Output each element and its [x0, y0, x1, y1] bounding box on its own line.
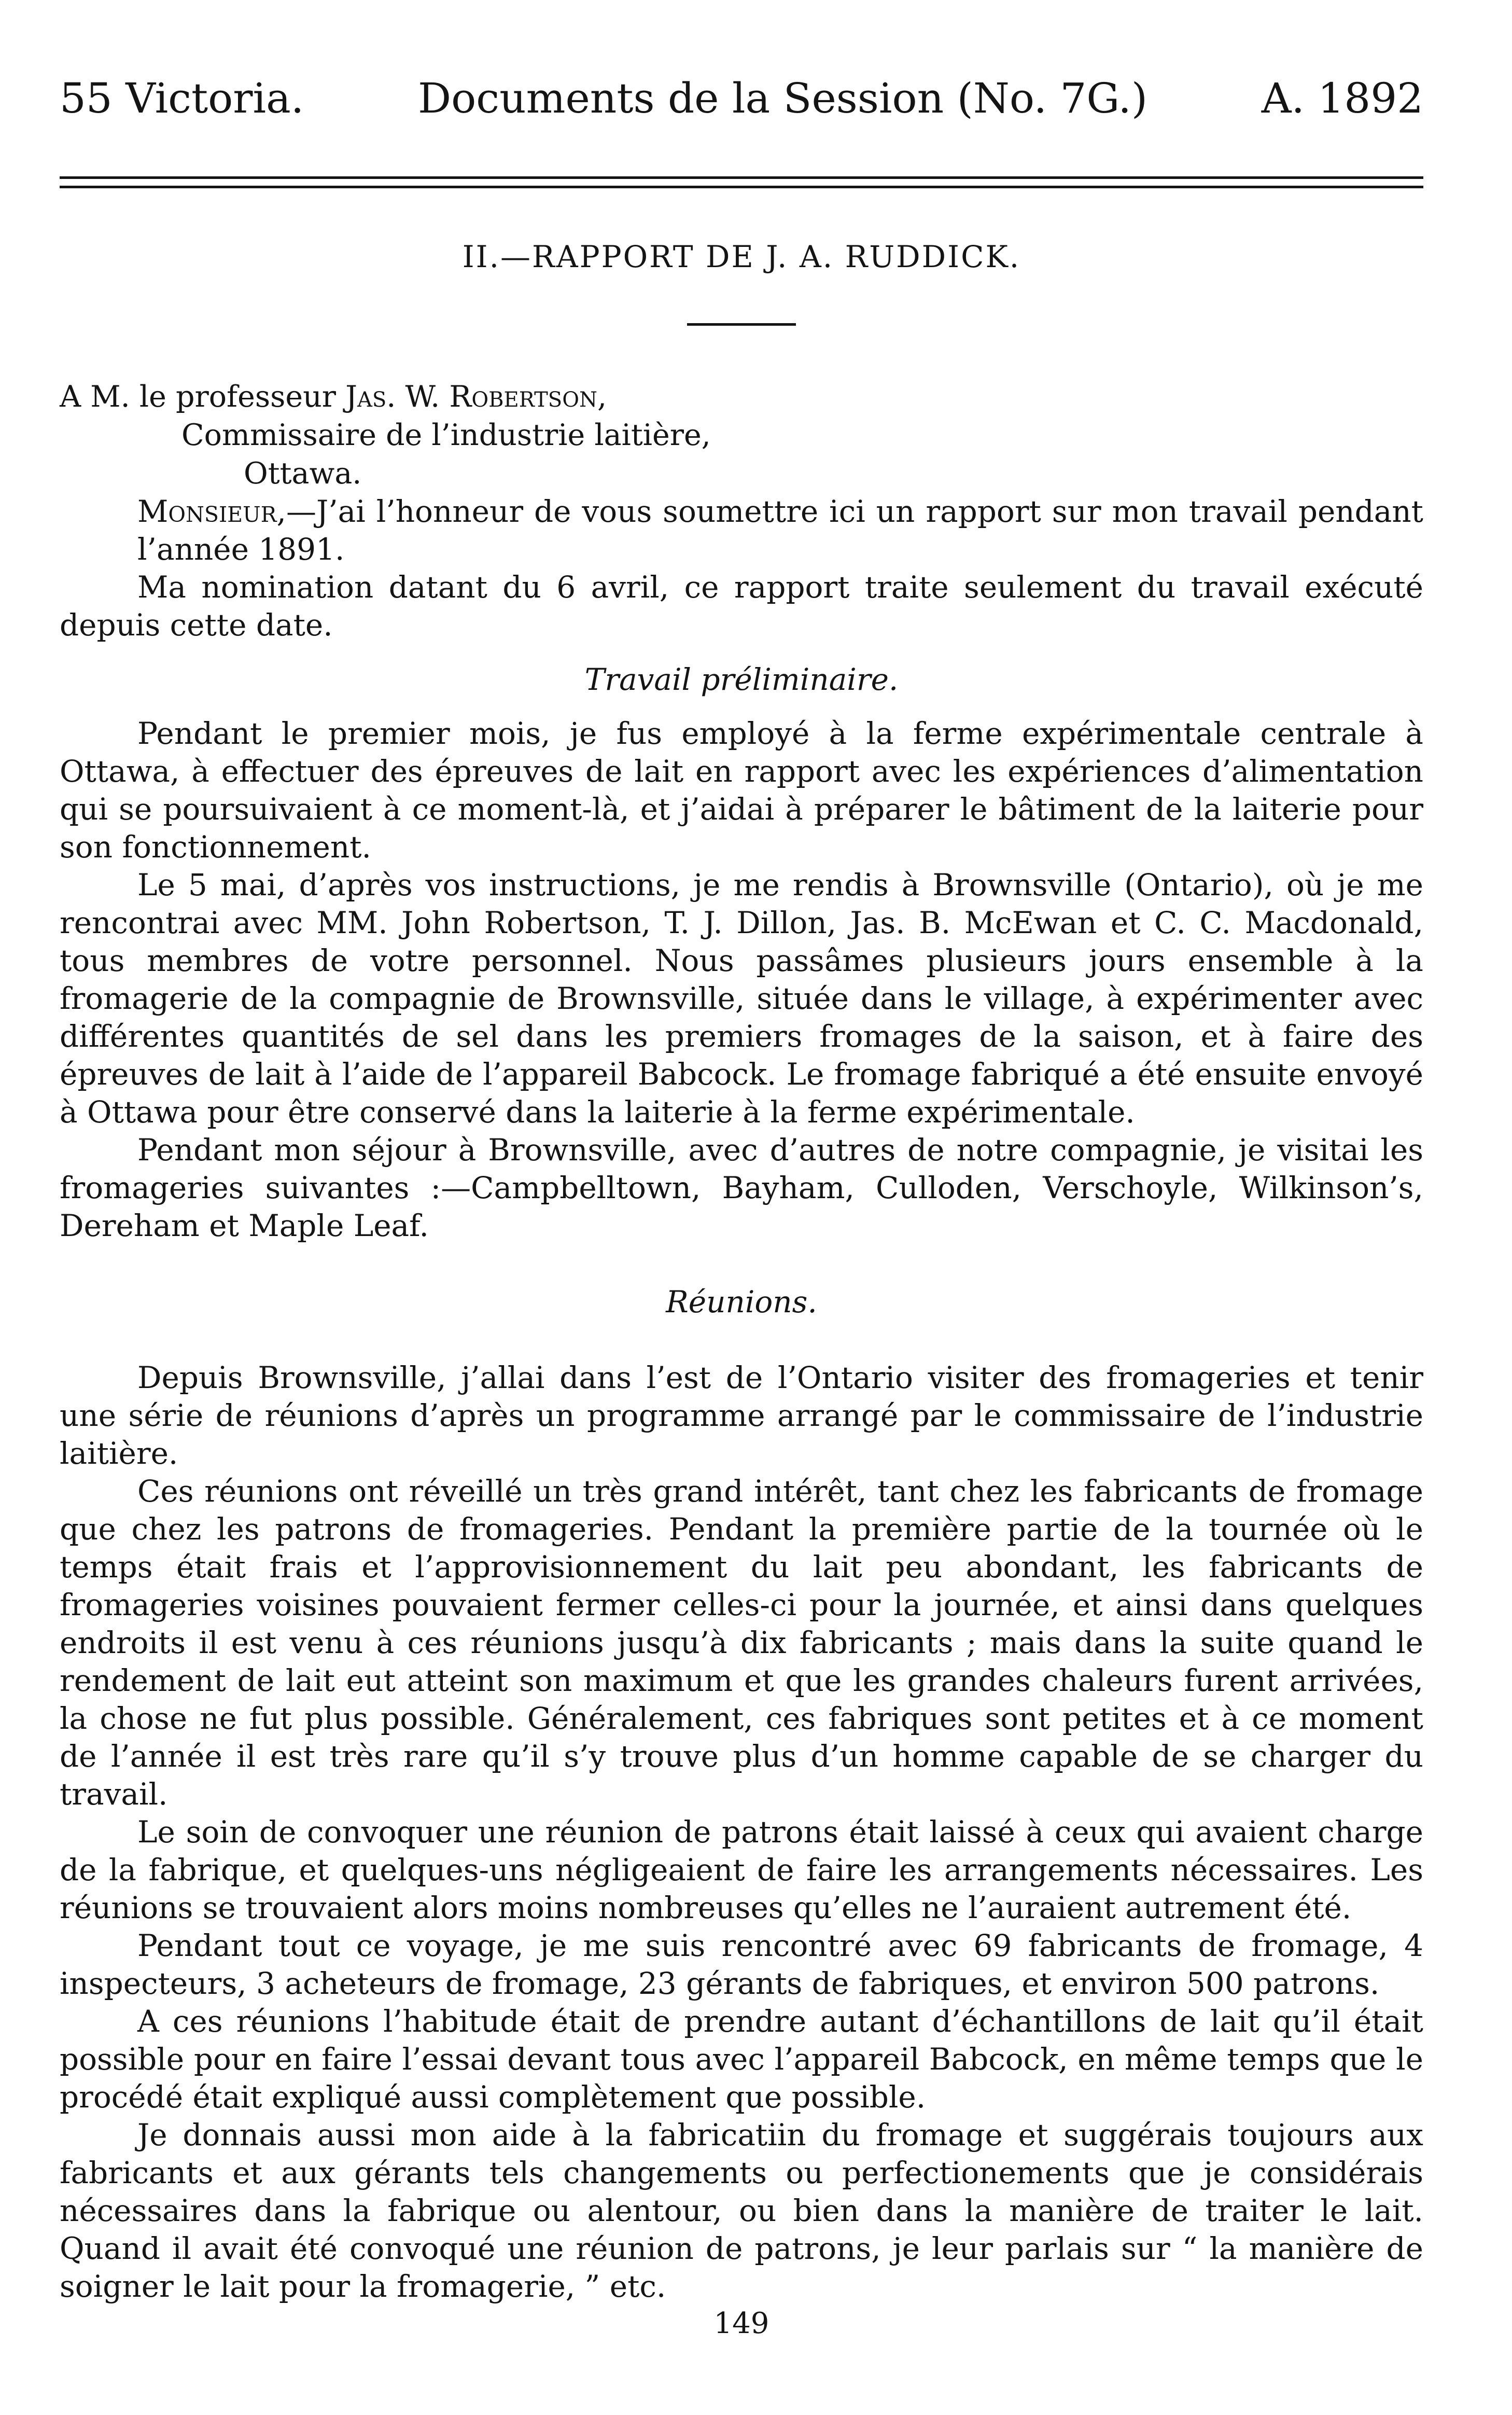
- address-line-3: Ottawa.: [244, 456, 362, 491]
- address-block: [60, 378, 1423, 493]
- rule-line: [60, 186, 1423, 188]
- header-center: Documents de la Session (No. 7G.): [417, 74, 1148, 122]
- paragraph: Le 5 mai, d’après vos instructions, je me rendis à Brownsville (Ontario), où je me rencontrai avec MM. John Robertson, T. J. Dillon, Jas. B. McEwan et C. C. Macdonald, tous membres de votre personnel. Nous passâmes plusieurs jours ensemble à la fromagerie de la compagnie de Brownsville, située dans le village, à expérimenter avec différentes quantités de sel dans les premiers fromages de la saison, et à faire des épreuves de lait à l’aide de l’appareil Babcock. Le fromage fabriqué a été ensuite envoyé à Ottawa pour être conservé dans la laiterie à la ferme expérimentale.: [60, 867, 1423, 1130]
- paragraph: Pendant le premier mois, je fus employé à la ferme expérimentale centrale à Ottawa, à effectuer des épreuves de lait en rapport avec les expériences d’alimentation qui se poursuivaient à ce moment-là, et j’aidai à préparer le bâtiment de la laiterie pour son fonctionnement.: [60, 716, 1423, 865]
- running-header: [60, 73, 1423, 124]
- paragraph: Je donnais aussi mon aide à la fabricatiin du fromage et suggérais toujours aux fabricants et aux gérants tels changements ou perfectionements que je considérais nécessaires dans la fabrique ou alentour, ou bien dans la manière de traiter le lait. Quand il avait été convoqué une réunion de patrons, je leur parlais sur “ la manière de soigner le lait pour la fromagerie, ” etc.: [60, 2117, 1423, 2304]
- header-double-rule: [60, 176, 1423, 197]
- address-line-2: Commissaire de l’industrie laitière,: [181, 418, 711, 452]
- paragraph: Pendant tout ce voyage, je me suis rencontré avec 69 fabricants de fromage, 4 inspecteurs, 3 acheteurs de fromage, 23 gérants de fabriques, et environ 500 patrons.: [60, 1928, 1423, 2001]
- rule-line: [60, 176, 1423, 179]
- report-body: [60, 493, 1423, 2306]
- greeting-word: Monsieur,: [137, 494, 286, 529]
- paragraph: Depuis Brownsville, j’allai dans l’est de l’Ontario visiter des fromageries et tenir une série de réunions d’après un programme arrangé par le commissaire de l’industrie laitière.: [60, 1360, 1423, 1471]
- page-number: 149: [713, 2307, 769, 2340]
- title-divider: [687, 323, 796, 326]
- address-prefix: A M. le professeur: [60, 380, 346, 414]
- paragraph: Pendant mon séjour à Brownsville, avec d’autres de notre compagnie, je visitai les fromageries suivantes :—Campbelltown, Bayham, Culloden, Verschoyle, Wilkinson’s, Dereham et Maple Leaf.: [60, 1132, 1423, 1243]
- header-right: A. 1892: [1261, 74, 1423, 122]
- paragraph: A ces réunions l’habitude était de prendre autant d’échantillons de lait qu’il était possible pour en faire l’essai devant tous avec l’appareil Babcock, en même temps que le procédé était expliqué aussi complètement que possible.: [60, 2004, 1423, 2115]
- document-page: [60, 73, 1423, 2370]
- paragraph: Ma nomination datant du 6 avril, ce rapport traite seulement du travail exécuté depuis cette date.: [60, 570, 1423, 643]
- address-line-1: [60, 378, 1423, 416]
- greeting-text: —J’ai l’honneur de vous soumettre ici un rapport sur mon travail pendant l’année 1891.: [137, 494, 1423, 567]
- report-title: II.—RAPPORT DE J. A. RUDDICK.: [462, 239, 1021, 274]
- header-left: 55 Victoria.: [60, 74, 304, 122]
- section-heading: Réunions.: [666, 1284, 817, 1320]
- addressee-name: Jas. W. Robertson,: [345, 380, 607, 414]
- greeting-paragraph: [60, 493, 1423, 568]
- paragraph: Ces réunions ont réveillé un très grand intérêt, tant chez les fabricants de fromage que chez les patrons de fromageries. Pendant la première partie de la tournée où le temps était frais et l’approvisionnement du lait peu abondant, les fabricants de fromageries voisines pouvaient fermer celles-ci pour la journée, et ainsi dans quelques endroits il est venu à ces réunions jusqu’à dix fabricants ; mais dans la suite quand le rendement de lait eut atteint son maximum et que les grandes chaleurs furent arrivées, la chose ne fut plus possible. Généralement, ces fabriques sont petites et à ce moment de l’année il est très rare qu’il s’y trouve plus d’un homme capable de se charger du travail.: [60, 1474, 1423, 1812]
- section-heading: Travail préliminaire.: [584, 662, 899, 697]
- paragraph: Le soin de convoquer une réunion de patrons était laissé à ceux qui avaient charge de la fabrique, et quelques-uns négligeaient de faire les arrangements nécessaires. Les réunions se trouvaient alors moins nombreuses qu’elles ne l’auraient autrement été.: [60, 1814, 1423, 1925]
